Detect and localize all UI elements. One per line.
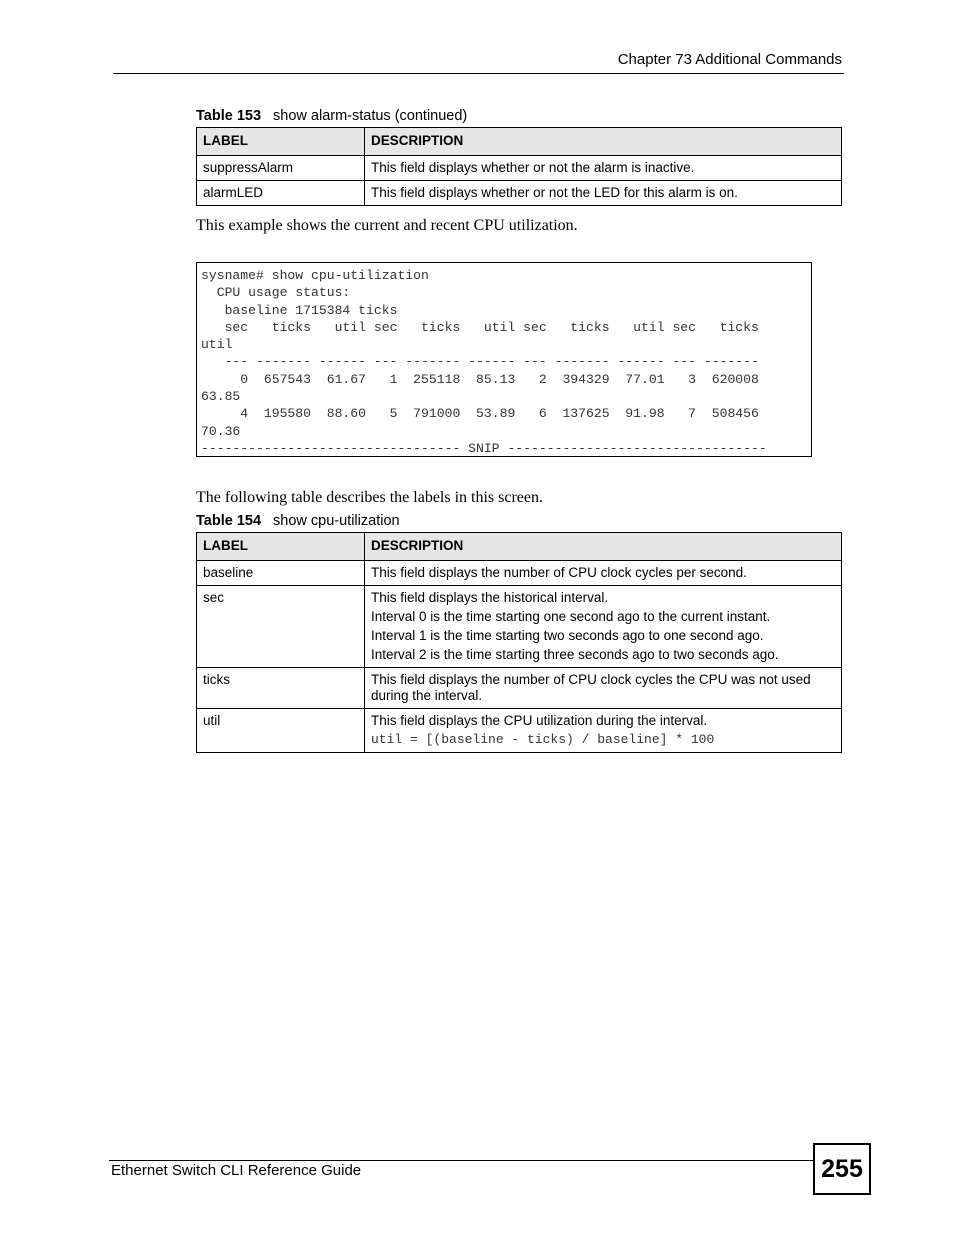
page-number: 255 [813, 1143, 871, 1195]
description-line: This field displays the number of CPU clock cycles per second. [371, 565, 747, 580]
row-description [365, 561, 842, 586]
header-divider [113, 73, 844, 74]
row-description [365, 709, 842, 753]
table-row [197, 156, 842, 181]
table-154-title: show cpu-utilization [273, 513, 400, 529]
row-description: This field displays whether or not the alarm is inactive. [365, 156, 842, 181]
description-line: Interval 1 is the time starting two seconds ago to one second ago. [371, 628, 764, 643]
footer-divider [109, 1160, 814, 1161]
code-example: sysname# show cpu-utilization CPU usage status: baseline 1715384 ticks sec ticks util sec ticks util sec ticks util sec ticks util --- ------- ------ --- ------- ------ --- ------- ------ --- ------- 0 657543 61.67 1 255118 85.13 2 394329 77.01 3 620008 63.85 4 195580 88.60 5 791000 53.89 6 137625 91.98 7 508456 70.36 --------------------------------- SNIP --------------------------------- [201, 268, 767, 456]
table-row [197, 181, 842, 206]
row-label: baseline [197, 561, 365, 586]
table-153-title: show alarm-status (continued) [273, 108, 468, 124]
description-line: This field displays the number of CPU clock cycles the CPU was not used during the interval. [371, 672, 811, 703]
table-154 [196, 532, 842, 753]
row-label: suppressAlarm [197, 156, 365, 181]
util-formula: util = [(baseline - ticks) / baseline] * 100 [371, 732, 715, 747]
table-row [197, 561, 842, 586]
table-153-number: Table 153 [196, 108, 262, 124]
row-description [365, 586, 842, 668]
label-column-header: LABEL [197, 533, 365, 561]
example-intro-text: This example shows the current and recent CPU utilization. [196, 217, 578, 234]
label-column-header: LABEL [197, 128, 365, 156]
table-153 [196, 127, 842, 206]
guide-title: Ethernet Switch CLI Reference Guide [111, 1162, 362, 1179]
row-label: util [197, 709, 365, 753]
table-row [197, 709, 842, 753]
row-description: This field displays whether or not the LED for this alarm is on. [365, 181, 842, 206]
description-column-header: DESCRIPTION [365, 533, 842, 561]
row-label: ticks [197, 668, 365, 709]
description-line: Interval 0 is the time starting one second ago to the current instant. [371, 609, 771, 624]
description-line: Interval 2 is the time starting three seconds ago to two seconds ago. [371, 647, 779, 662]
chapter-title: Chapter 73 Additional Commands [617, 51, 842, 68]
table-row [197, 586, 842, 668]
row-label: alarmLED [197, 181, 365, 206]
description-line: This field displays the CPU utilization during the interval. [371, 713, 708, 728]
row-description [365, 668, 842, 709]
table-154-caption [196, 513, 400, 529]
description-line: This field displays the historical interval. [371, 590, 609, 605]
table-154-number: Table 154 [196, 513, 262, 529]
code-example-box [196, 262, 812, 457]
table-153-caption [196, 108, 467, 124]
row-label: sec [197, 586, 365, 668]
table-header-row [197, 128, 842, 156]
description-column-header: DESCRIPTION [365, 128, 842, 156]
table-row [197, 668, 842, 709]
table-header-row [197, 533, 842, 561]
table-intro-text: The following table describes the labels in this screen. [196, 489, 544, 506]
